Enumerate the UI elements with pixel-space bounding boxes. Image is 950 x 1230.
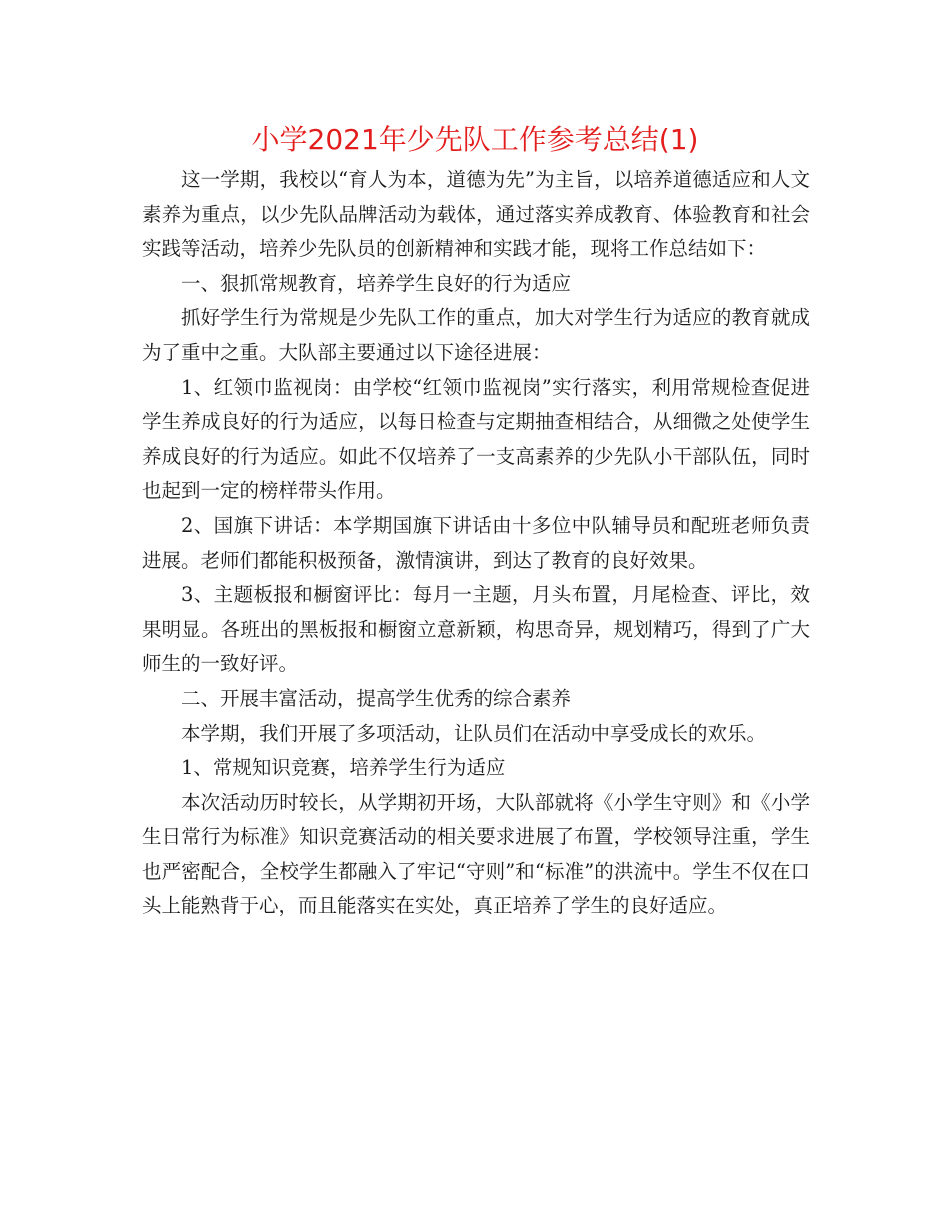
- document-body: [142, 163, 810, 924]
- paragraph-intro: 这一学期，我校以“育人为本，道德为先”为主旨，以培养道德适应和人文素养为重点，以少先队品牌活动为载体，通过落实养成教育、体验教育和社会实践等活动，培养少先队员的创新精神和实践才能，现将工作总结如下：: [142, 168, 810, 261]
- paragraph: 2、国旗下讲话：本学期国旗下讲话由十多位中队辅导员和配班老师负责进展。老师们都能积极预备，激情演讲，到达了教育的良好效果。: [142, 513, 810, 572]
- paragraph: 本学期，我们开展了多项活动，让队员们在活动中享受成长的欢乐。: [181, 721, 767, 745]
- subsection-heading: 1、常规知识竞赛，培养学生行为适应: [181, 756, 506, 780]
- section-heading-1: 一、狠抓常规教育，培养学生良好的行为适应: [181, 271, 572, 295]
- paragraph: 抓好学生行为常规是少先队工作的重点，加大对学生行为适应的教育就成为了重中之重。大队部主要通过以下途径进展：: [142, 306, 810, 364]
- paragraph: 3、主题板报和橱窗评比：每月一主题，月头布置，月尾检查、评比，效果明显。各班出的黑板报和橱窗立意新颖，构思奇异，规划精巧，得到了广大师生的一致好评。: [142, 583, 810, 676]
- document-title: 小学2021年少先队工作参考总结(1): [251, 123, 699, 156]
- paragraph: 本次活动历时较长，从学期初开场，大队部就将《小学生守则》和《小学生日常行为标准》知识竞赛活动的相关要求进展了布置，学校领导注重，学生也严密配合，全校学生都融入了牢记“守则”和“标准”的洪流中。学生不仅在口头上能熟背于心，而且能落实在实处，真正培养了学生的良好适应。: [142, 790, 810, 918]
- section-heading-2: 二、开展丰富活动，提高学生优秀的综合素养: [181, 686, 572, 710]
- paragraph: 1、红领巾监视岗：由学校“红领巾监视岗”实行落实，利用常规检查促进学生养成良好的行为适应，以每日检查与定期抽查相结合，从细微之处使学生养成良好的行为适应。如此不仅培养了一支高素养的少先队小干部队伍，同时也起到一定的榜样带头作用。: [142, 375, 810, 503]
